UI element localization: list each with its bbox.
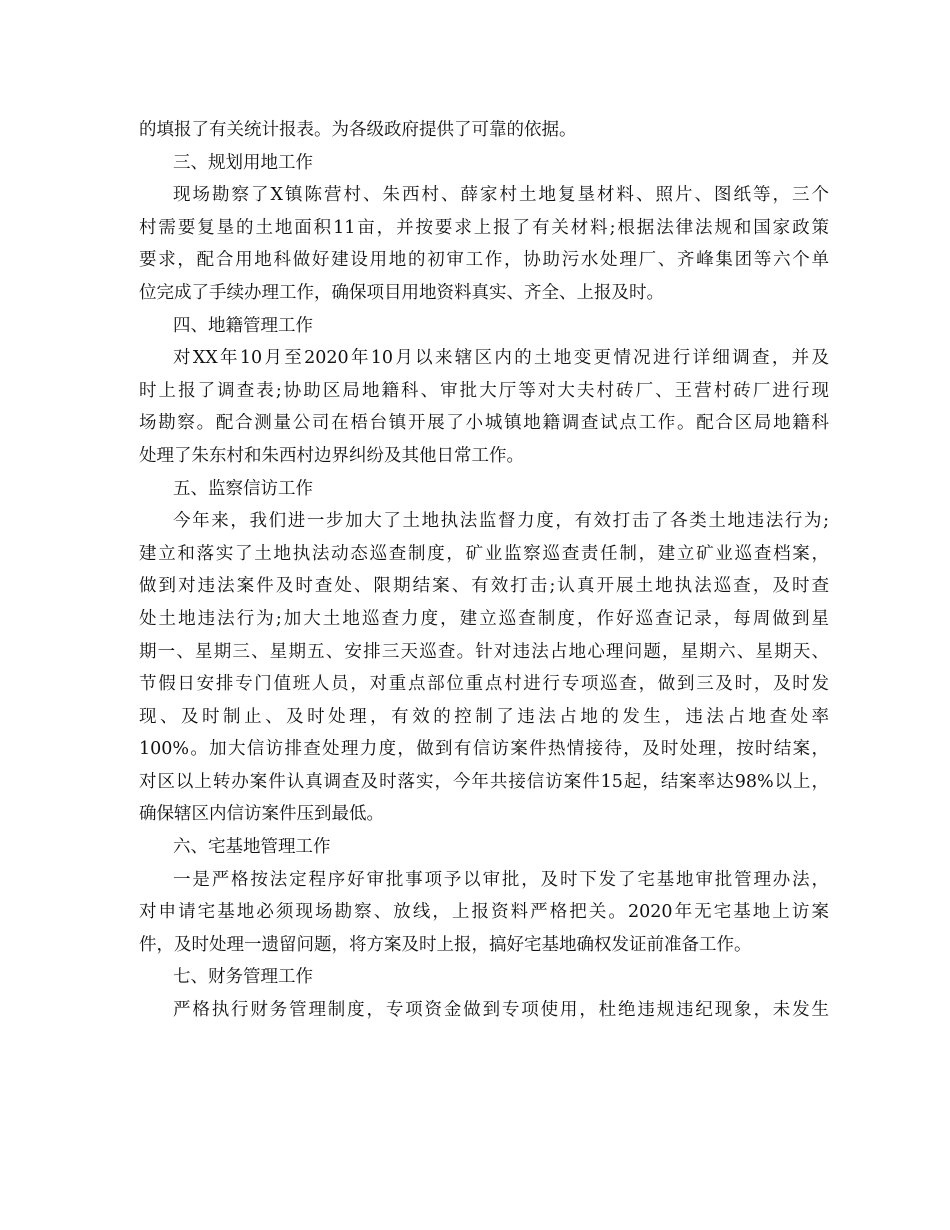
paragraph-line: 期一、星期三、星期五、安排三天巡查。针对违法占地心理问题，星期六、星期天、 <box>139 641 829 662</box>
paragraph-line: 严格执行财务管理制度，专项资金做到专项使用，杜绝违规违纪现象，未发生 <box>173 1000 829 1021</box>
paragraph-line: 要求，配合用地科做好建设用地的初审工作，协助污水处理厂、齐峰集团等六个单 <box>139 250 829 271</box>
section-heading: 七、财务管理工作 <box>173 967 313 988</box>
paragraph-line: 确保辖区内信访案件压到最低。 <box>139 804 384 825</box>
section-heading: 五、监察信访工作 <box>173 478 313 499</box>
paragraph-line: 处理了朱东村和朱西村边界纠纷及其他日常工作。 <box>139 445 524 466</box>
paragraph-line: 节假日安排专门值班人员，对重点部位重点村进行专项巡查，做到三及时，及时发 <box>139 674 829 695</box>
paragraph-line: 一是严格按法定程序好审批事项予以审批，及时下发了宅基地审批管理办法， <box>173 869 829 890</box>
paragraph-line: 现、及时制止、及时处理，有效的控制了违法占地的发生，违法占地查处率 <box>139 706 829 727</box>
paragraph-line: 100%。加大信访排查处理力度，做到有信访案件热情接待，及时处理，按时结案， <box>139 739 829 760</box>
paragraph-line: 的填报了有关统计报表。为各级政府提供了可靠的依据。 <box>139 120 577 140</box>
paragraph-line: 对区以上转办案件认真调查及时落实，今年共接信访案件15起，结案率达98%以上， <box>139 771 829 792</box>
paragraph-line: 今年来，我们进一步加大了土地执法监督力度，有效打击了各类土地违法行为; <box>173 511 829 532</box>
paragraph-line: 场勘察。配合测量公司在梧台镇开展了小城镇地籍调查试点工作。配合区局地籍科 <box>139 413 829 434</box>
section-heading: 四、地籍管理工作 <box>173 315 313 336</box>
document-body <box>139 114 829 1027</box>
paragraph-line: 村需要复垦的土地面积11亩，并按要求上报了有关材料;根据法律法规和国家政策 <box>139 217 829 238</box>
paragraph-line: 做到对违法案件及时查处、限期结案、有效打击;认真开展土地执法巡查，及时查 <box>139 576 829 597</box>
section-heading: 六、宅基地管理工作 <box>173 837 331 858</box>
paragraph-line: 位完成了手续办理工作，确保项目用地资料真实、齐全、上报及时。 <box>139 282 664 303</box>
paragraph-line: 件，及时处理一遗留问题，将方案及时上报，搞好宅基地确权发证前准备工作。 <box>139 934 752 955</box>
section-heading: 三、规划用地工作 <box>173 152 313 173</box>
paragraph-line: 建立和落实了土地执法动态巡查制度，矿业监察巡查责任制，建立矿业巡查档案， <box>139 543 829 564</box>
paragraph-line: 对XX年10月至2020年10月以来辖区内的土地变更情况进行详细调查，并及 <box>173 348 829 369</box>
paragraph-line: 处土地违法行为;加大土地巡查力度，建立巡查制度，作好巡查记录，每周做到星 <box>139 608 829 629</box>
paragraph-line: 时上报了调查表;协助区局地籍科、审批大厅等对大夫村砖厂、王营村砖厂进行现 <box>139 380 829 401</box>
paragraph-line: 现场勘察了X镇陈营村、朱西村、薛家村土地复垦材料、照片、图纸等，三个 <box>173 185 829 206</box>
paragraph-line: 对申请宅基地必须现场勘察、放线，上报资料严格把关。2020年无宅基地上访案 <box>139 902 829 923</box>
